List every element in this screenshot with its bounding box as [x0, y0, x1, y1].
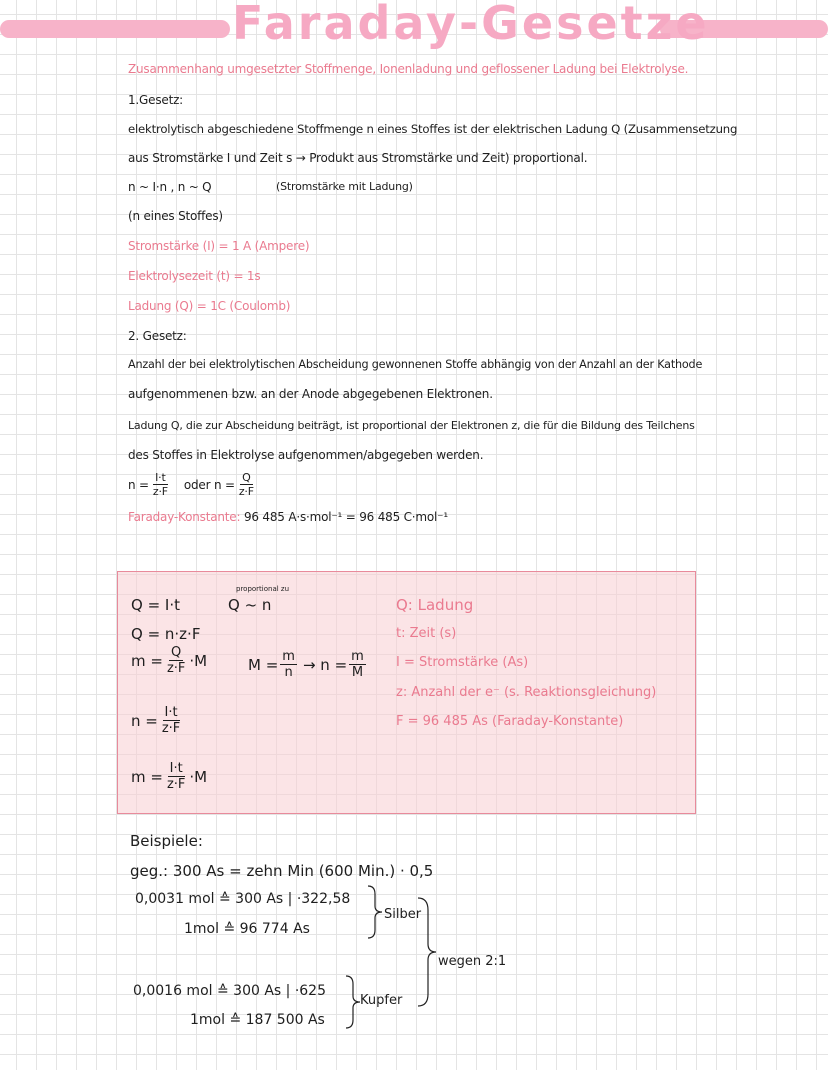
law1-formula-note: (Stromstärke mit Ladung) — [276, 180, 413, 193]
copper-line2: 1mol ≙ 187 500 As — [190, 1012, 325, 1028]
box-formula-m2-fraction — [165, 762, 187, 791]
faraday-constant — [128, 510, 448, 524]
law1-unit-time: Elektrolysezeit (t) = 1s — [128, 269, 261, 283]
box-mm-fraction — [280, 650, 297, 679]
box-formula-q2: Q = n·z·F — [131, 625, 201, 643]
law2-line2: aufgenommenen bzw. an der Anode abgegebenen Elektronen. — [128, 387, 493, 401]
box-formula-m2-right: ·M — [189, 767, 208, 786]
box-formula-n — [131, 706, 184, 735]
faraday-constant-value: 96 485 A·s·mol⁻¹ = 96 485 C·mol⁻¹ — [243, 510, 448, 524]
ratio-label: wegen 2:1 — [438, 954, 507, 969]
box-formula-m-left: m = — [131, 651, 163, 670]
box-formula-m2-den: z·F — [166, 777, 186, 792]
legend-charge: Q: Ladung — [396, 596, 474, 614]
law1-line2: aus Stromstärke I und Zeit s → Produkt aus Stromstärke und Zeit) proportional. — [128, 151, 588, 165]
formula-n-denominator: z·F — [152, 485, 168, 498]
law1-unit-current: Stromstärke (I) = 1 A (Ampere) — [128, 239, 310, 253]
box-mm-num2: m — [351, 649, 364, 664]
box-molar-mass — [248, 650, 368, 679]
law1-heading: 1.Gesetz: — [128, 93, 184, 107]
law2-line1: Anzahl der bei elektrolytischen Abscheidung gewonnenen Stoffe abhängig von der Anzahl an der Kathode — [128, 358, 703, 371]
box-formula-m2-left: m = — [131, 767, 163, 786]
box-formula-m-fraction — [165, 646, 187, 675]
formula-n-fraction — [151, 472, 170, 497]
box-formula-n-den: z·F — [161, 721, 181, 736]
copper-line1: 0,0016 mol ≙ 300 As | ·625 — [133, 983, 326, 999]
legend-time: t: Zeit (s) — [396, 626, 457, 641]
ratio-brace-icon — [416, 896, 438, 1008]
law2-line4: des Stoffes in Elektrolyse aufgenommen/abgegeben werden. — [128, 448, 484, 462]
box-mm-num: m — [282, 649, 295, 664]
formula-n-numerator: I·t — [155, 471, 166, 484]
page-title: Faraday-Gesetze — [232, 0, 710, 50]
law1-unit-charge: Ladung (Q) = 1C (Coulomb) — [128, 299, 291, 313]
silver-label: Silber — [384, 907, 422, 922]
formula-n-left: n = — [128, 477, 149, 492]
silver-brace-icon — [366, 884, 384, 940]
box-formula-n-fraction — [160, 706, 182, 735]
legend-faraday: F = 96 485 As (Faraday-Konstante) — [396, 714, 624, 729]
box-formula-n-left: n = — [131, 711, 158, 730]
box-formula-m-num: Q — [171, 645, 182, 660]
formula-q-numerator: Q — [242, 471, 251, 484]
box-prop-label: proportional zu — [236, 585, 290, 593]
box-mm-fraction2 — [349, 650, 366, 679]
law2-line3: Ladung Q, die zur Abscheidung beiträgt, ist proportional der Elektronen z, die für die Bildung des Teilchens — [128, 419, 695, 432]
box-mm-den: n — [284, 665, 293, 680]
box-formula-m2 — [131, 762, 207, 791]
box-mm-left: M = — [248, 655, 279, 674]
formula-q-denominator: z·F — [238, 485, 254, 498]
examples-given: geg.: 300 As = zehn Min (600 Min.) · 0,5 — [130, 862, 434, 880]
legend-electrons: z: Anzahl der e⁻ (s. Reaktionsgleichung) — [396, 685, 657, 700]
law2-heading: 2. Gesetz: — [128, 329, 187, 343]
title-banner-left — [0, 20, 230, 38]
box-formula-n-num: I·t — [164, 705, 178, 720]
silver-line2: 1mol ≙ 96 774 As — [184, 921, 310, 937]
box-mm-den2: M — [351, 665, 364, 680]
box-formula-m-den: z·F — [166, 661, 186, 676]
box-mm-mid: → n = — [302, 655, 348, 674]
box-formula-m-right: ·M — [189, 651, 208, 670]
box-formula-q: Q = I·t — [131, 596, 180, 614]
intro-text: Zusammenhang umgesetzter Stoffmenge, Ionenladung und geflossener Ladung bei Elektrolyse. — [128, 62, 689, 76]
law1-line1: elektrolytisch abgeschiedene Stoffmenge n eines Stoffes ist der elektrischen Ladung Q (Zusammensetzung — [128, 122, 738, 136]
copper-brace-icon — [344, 974, 362, 1030]
faraday-constant-label: Faraday-Konstante: — [128, 510, 241, 524]
box-prop-formula: Q ~ n — [228, 596, 272, 614]
formula-or: oder n = — [183, 477, 235, 492]
box-formula-m — [131, 646, 207, 675]
law1-note: (n eines Stoffes) — [128, 209, 223, 223]
law1-formula: n ~ I·n , n ~ Q — [128, 180, 212, 194]
copper-label: Kupfer — [360, 993, 403, 1008]
box-formula-m2-num: I·t — [169, 761, 183, 776]
legend-current: I = Stromstärke (As) — [396, 655, 529, 670]
examples-heading: Beispiele: — [130, 832, 203, 850]
silver-line1: 0,0031 mol ≙ 300 As | ·322,58 — [135, 891, 351, 907]
law2-formulas — [128, 472, 258, 497]
formula-q-fraction — [237, 472, 256, 497]
